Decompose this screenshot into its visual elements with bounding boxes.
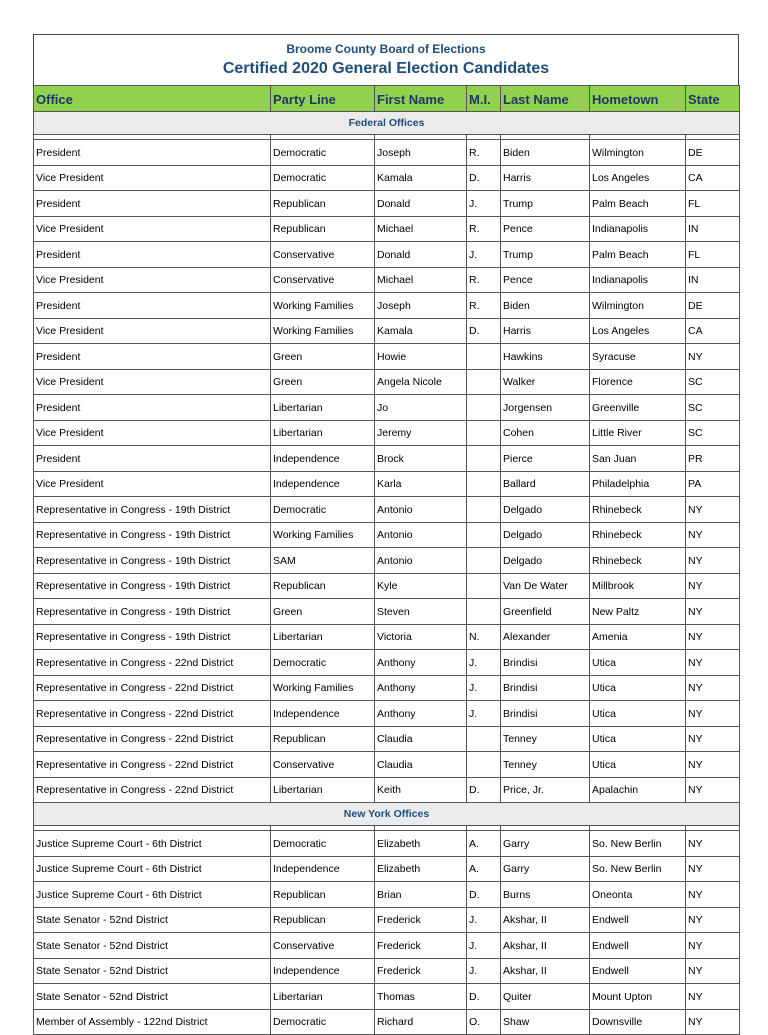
cell-last-name: Hawkins	[501, 344, 590, 370]
table-row	[34, 242, 740, 268]
cell-first-name: Kyle	[375, 573, 467, 599]
cell-office: Representative in Congress - 19th District	[34, 599, 271, 625]
cell-state: NY	[686, 752, 740, 778]
cell-party-line: Conservative	[271, 933, 375, 959]
cell-middle-initial	[467, 752, 501, 778]
cell-office: Vice President	[34, 165, 271, 191]
cell-middle-initial: N.	[467, 624, 501, 650]
cell-hometown: Downsville	[590, 1009, 686, 1035]
cell-office: Representative in Congress - 19th District	[34, 522, 271, 548]
cell-first-name: Antonio	[375, 548, 467, 574]
cell-middle-initial	[467, 573, 501, 599]
cell-first-name: Elizabeth	[375, 831, 467, 857]
cell-hometown: Little River	[590, 420, 686, 446]
cell-state: NY	[686, 548, 740, 574]
cell-party-line: Republican	[271, 216, 375, 242]
cell-office: Representative in Congress - 22nd District	[34, 726, 271, 752]
cell-party-line: Libertarian	[271, 624, 375, 650]
table-row	[34, 752, 740, 778]
column-header-row	[34, 86, 740, 112]
cell-last-name: Tenney	[501, 726, 590, 752]
table-row	[34, 907, 740, 933]
sheet-title: Certified 2020 General Election Candidates	[222, 60, 550, 77]
cell-office: Vice President	[34, 369, 271, 395]
cell-party-line: Democratic	[271, 650, 375, 676]
cell-party-line: Independence	[271, 446, 375, 472]
cell-first-name: Anthony	[375, 675, 467, 701]
cell-state: NY	[686, 856, 740, 882]
cell-first-name: Frederick	[375, 907, 467, 933]
cell-last-name: Brindisi	[501, 701, 590, 727]
cell-office: Representative in Congress - 19th District	[34, 548, 271, 574]
cell-party-line: Republican	[271, 882, 375, 908]
cell-office: State Senator - 52nd District	[34, 984, 271, 1010]
cell-first-name: Howie	[375, 344, 467, 370]
table-row	[34, 984, 740, 1010]
cell-first-name: Michael	[375, 267, 467, 293]
cell-party-line: Republican	[271, 907, 375, 933]
cell-last-name: Trump	[501, 242, 590, 268]
cell-party-line: Conservative	[271, 267, 375, 293]
cell-hometown: Utica	[590, 650, 686, 676]
table-row	[34, 624, 740, 650]
cell-hometown: Apalachin	[590, 777, 686, 803]
cell-middle-initial: D.	[467, 984, 501, 1010]
cell-hometown: Indianapolis	[590, 267, 686, 293]
cell-state: NY	[686, 831, 740, 857]
cell-first-name: Anthony	[375, 650, 467, 676]
table-row	[34, 471, 740, 497]
cell-hometown: Millbrook	[590, 573, 686, 599]
section-header-row	[34, 803, 740, 826]
cell-first-name: Donald	[375, 242, 467, 268]
cell-hometown: Florence	[590, 369, 686, 395]
cell-first-name: Claudia	[375, 752, 467, 778]
cell-first-name: Brian	[375, 882, 467, 908]
cell-middle-initial: D.	[467, 165, 501, 191]
cell-hometown: Utica	[590, 726, 686, 752]
cell-last-name: Harris	[501, 165, 590, 191]
column-header-first-name: First Name	[375, 86, 467, 112]
cell-first-name: Jeremy	[375, 420, 467, 446]
cell-state: NY	[686, 907, 740, 933]
cell-middle-initial: D.	[467, 318, 501, 344]
cell-last-name: Delgado	[501, 497, 590, 523]
cell-state: PR	[686, 446, 740, 472]
cell-last-name: Brindisi	[501, 650, 590, 676]
cell-first-name: Steven	[375, 599, 467, 625]
cell-first-name: Angela Nicole	[375, 369, 467, 395]
cell-last-name: Brindisi	[501, 675, 590, 701]
cell-last-name: Biden	[501, 293, 590, 319]
cell-party-line: Republican	[271, 726, 375, 752]
cell-party-line: Democratic	[271, 165, 375, 191]
cell-hometown: Amenia	[590, 624, 686, 650]
table-row	[34, 165, 740, 191]
cell-last-name: Ballard	[501, 471, 590, 497]
cell-party-line: Independence	[271, 856, 375, 882]
cell-first-name: Keith	[375, 777, 467, 803]
cell-state: DE	[686, 140, 740, 166]
cell-first-name: Anthony	[375, 701, 467, 727]
cell-party-line: Green	[271, 344, 375, 370]
cell-first-name: Kamala	[375, 318, 467, 344]
cell-last-name: Garry	[501, 831, 590, 857]
cell-last-name: Tenney	[501, 752, 590, 778]
cell-first-name: Joseph	[375, 293, 467, 319]
table-row	[34, 573, 740, 599]
table-row	[34, 726, 740, 752]
cell-office: Representative in Congress - 19th District	[34, 624, 271, 650]
table-row	[34, 933, 740, 959]
cell-last-name: Delgado	[501, 548, 590, 574]
cell-middle-initial	[467, 599, 501, 625]
cell-state: IN	[686, 216, 740, 242]
cell-office: Representative in Congress - 22nd District	[34, 701, 271, 727]
cell-office: Representative in Congress - 22nd District	[34, 777, 271, 803]
cell-office: President	[34, 395, 271, 421]
table-row	[34, 344, 740, 370]
cell-last-name: Akshar, II	[501, 933, 590, 959]
section-title: New York Offices	[34, 803, 740, 826]
cell-middle-initial	[467, 726, 501, 752]
table-row	[34, 958, 740, 984]
cell-last-name: Akshar, II	[501, 958, 590, 984]
cell-first-name: Antonio	[375, 497, 467, 523]
cell-state: NY	[686, 777, 740, 803]
cell-hometown: Los Angeles	[590, 165, 686, 191]
cell-middle-initial: J.	[467, 675, 501, 701]
cell-last-name: Biden	[501, 140, 590, 166]
cell-state: NY	[686, 1009, 740, 1035]
cell-middle-initial	[467, 395, 501, 421]
cell-party-line: Conservative	[271, 242, 375, 268]
cell-party-line: Libertarian	[271, 777, 375, 803]
cell-middle-initial	[467, 420, 501, 446]
cell-hometown: Endwell	[590, 958, 686, 984]
cell-first-name: Frederick	[375, 933, 467, 959]
table-row	[34, 420, 740, 446]
cell-last-name: Pence	[501, 267, 590, 293]
cell-hometown: Utica	[590, 701, 686, 727]
cell-middle-initial	[467, 369, 501, 395]
cell-last-name: Quiter	[501, 984, 590, 1010]
cell-party-line: Libertarian	[271, 395, 375, 421]
cell-state: NY	[686, 675, 740, 701]
cell-last-name: Harris	[501, 318, 590, 344]
cell-office: President	[34, 140, 271, 166]
cell-last-name: Delgado	[501, 522, 590, 548]
cell-hometown: Endwell	[590, 907, 686, 933]
cell-hometown: Mount Upton	[590, 984, 686, 1010]
cell-state: NY	[686, 726, 740, 752]
cell-office: President	[34, 293, 271, 319]
cell-office: State Senator - 52nd District	[34, 933, 271, 959]
cell-office: Member of Assembly - 122nd District	[34, 1009, 271, 1035]
cell-party-line: Green	[271, 599, 375, 625]
cell-state: SC	[686, 369, 740, 395]
cell-office: President	[34, 191, 271, 217]
column-header-hometown: Hometown	[590, 86, 686, 112]
cell-state: FL	[686, 191, 740, 217]
column-header-office: Office	[34, 86, 271, 112]
column-header-party-line: Party Line	[271, 86, 375, 112]
cell-last-name: Alexander	[501, 624, 590, 650]
cell-office: Representative in Congress - 22nd District	[34, 675, 271, 701]
cell-hometown: Rhinebeck	[590, 522, 686, 548]
column-header-last-name: Last Name	[501, 86, 590, 112]
cell-state: IN	[686, 267, 740, 293]
candidates-table	[33, 85, 740, 1035]
cell-state: PA	[686, 471, 740, 497]
section-title: Federal Offices	[34, 112, 740, 135]
table-row	[34, 701, 740, 727]
cell-middle-initial: O.	[467, 1009, 501, 1035]
cell-state: NY	[686, 344, 740, 370]
cell-first-name: Karla	[375, 471, 467, 497]
cell-party-line: SAM	[271, 548, 375, 574]
cell-hometown: Rhinebeck	[590, 548, 686, 574]
cell-state: NY	[686, 573, 740, 599]
table-row	[34, 395, 740, 421]
cell-office: State Senator - 52nd District	[34, 958, 271, 984]
cell-hometown: Utica	[590, 675, 686, 701]
cell-party-line: Independence	[271, 958, 375, 984]
table-row	[34, 522, 740, 548]
cell-party-line: Republican	[271, 573, 375, 599]
cell-state: NY	[686, 624, 740, 650]
cell-hometown: Wilmington	[590, 140, 686, 166]
table-row	[34, 882, 740, 908]
cell-first-name: Victoria	[375, 624, 467, 650]
cell-first-name: Kamala	[375, 165, 467, 191]
cell-middle-initial: J.	[467, 933, 501, 959]
cell-state: CA	[686, 165, 740, 191]
cell-first-name: Frederick	[375, 958, 467, 984]
section-header-row	[34, 112, 740, 135]
cell-party-line: Green	[271, 369, 375, 395]
cell-last-name: Greenfield	[501, 599, 590, 625]
cell-state: CA	[686, 318, 740, 344]
cell-state: NY	[686, 650, 740, 676]
cell-party-line: Democratic	[271, 140, 375, 166]
cell-state: NY	[686, 984, 740, 1010]
cell-party-line: Republican	[271, 191, 375, 217]
cell-state: NY	[686, 958, 740, 984]
cell-middle-initial: R.	[467, 267, 501, 293]
cell-last-name: Akshar, II	[501, 907, 590, 933]
cell-hometown: Wilmington	[590, 293, 686, 319]
cell-hometown: Oneonta	[590, 882, 686, 908]
cell-hometown: Palm Beach	[590, 242, 686, 268]
cell-state: NY	[686, 701, 740, 727]
table-row	[34, 777, 740, 803]
table-row	[34, 650, 740, 676]
cell-hometown: Syracuse	[590, 344, 686, 370]
cell-party-line: Democratic	[271, 1009, 375, 1035]
cell-state: DE	[686, 293, 740, 319]
cell-office: Vice President	[34, 216, 271, 242]
cell-office: State Senator - 52nd District	[34, 907, 271, 933]
cell-party-line: Libertarian	[271, 420, 375, 446]
cell-hometown: So. New Berlin	[590, 856, 686, 882]
cell-middle-initial: D.	[467, 777, 501, 803]
cell-middle-initial: J.	[467, 958, 501, 984]
cell-state: SC	[686, 395, 740, 421]
cell-first-name: Jo	[375, 395, 467, 421]
cell-middle-initial	[467, 548, 501, 574]
cell-party-line: Working Families	[271, 675, 375, 701]
table-row	[34, 675, 740, 701]
cell-party-line: Independence	[271, 701, 375, 727]
table-row	[34, 599, 740, 625]
cell-last-name: Van De Water	[501, 573, 590, 599]
cell-office: President	[34, 446, 271, 472]
cell-office: Vice President	[34, 420, 271, 446]
cell-office: Justice Supreme Court - 6th District	[34, 882, 271, 908]
cell-middle-initial	[467, 344, 501, 370]
cell-middle-initial: D.	[467, 882, 501, 908]
cell-last-name: Garry	[501, 856, 590, 882]
cell-office: Representative in Congress - 19th District	[34, 497, 271, 523]
cell-office: Vice President	[34, 267, 271, 293]
cell-party-line: Working Families	[271, 522, 375, 548]
cell-last-name: Price, Jr.	[501, 777, 590, 803]
cell-office: Representative in Congress - 22nd District	[34, 650, 271, 676]
cell-party-line: Democratic	[271, 831, 375, 857]
cell-hometown: Rhinebeck	[590, 497, 686, 523]
cell-office: Justice Supreme Court - 6th District	[34, 856, 271, 882]
cell-last-name: Jorgensen	[501, 395, 590, 421]
table-row	[34, 216, 740, 242]
cell-party-line: Working Families	[271, 293, 375, 319]
cell-first-name: Thomas	[375, 984, 467, 1010]
cell-last-name: Cohen	[501, 420, 590, 446]
cell-party-line: Working Families	[271, 318, 375, 344]
table-row	[34, 856, 740, 882]
cell-middle-initial: J.	[467, 191, 501, 217]
cell-hometown: New Paltz	[590, 599, 686, 625]
cell-hometown: Endwell	[590, 933, 686, 959]
table-row	[34, 497, 740, 523]
cell-last-name: Walker	[501, 369, 590, 395]
cell-state: SC	[686, 420, 740, 446]
table-row	[34, 140, 740, 166]
cell-first-name: Michael	[375, 216, 467, 242]
column-header-state: State	[686, 86, 740, 112]
cell-last-name: Trump	[501, 191, 590, 217]
cell-first-name: Richard	[375, 1009, 467, 1035]
column-header-middle-initial: M.I.	[467, 86, 501, 112]
cell-middle-initial	[467, 522, 501, 548]
cell-first-name: Joseph	[375, 140, 467, 166]
table-row	[34, 369, 740, 395]
board-name: Broome County Board of Elections	[286, 42, 486, 56]
cell-hometown: So. New Berlin	[590, 831, 686, 857]
candidates-sheet	[33, 34, 739, 1035]
cell-hometown: Utica	[590, 752, 686, 778]
cell-party-line: Independence	[271, 471, 375, 497]
cell-state: NY	[686, 882, 740, 908]
cell-office: Vice President	[34, 318, 271, 344]
cell-middle-initial: J.	[467, 701, 501, 727]
cell-last-name: Burns	[501, 882, 590, 908]
table-row	[34, 1009, 740, 1035]
cell-hometown: Los Angeles	[590, 318, 686, 344]
cell-last-name: Pence	[501, 216, 590, 242]
cell-state: NY	[686, 933, 740, 959]
cell-party-line: Conservative	[271, 752, 375, 778]
cell-hometown: Philadelphia	[590, 471, 686, 497]
table-row	[34, 831, 740, 857]
table-row	[34, 267, 740, 293]
cell-first-name: Claudia	[375, 726, 467, 752]
cell-middle-initial: R.	[467, 293, 501, 319]
cell-middle-initial	[467, 471, 501, 497]
cell-hometown: Indianapolis	[590, 216, 686, 242]
cell-office: Vice President	[34, 471, 271, 497]
cell-office: Justice Supreme Court - 6th District	[34, 831, 271, 857]
cell-last-name: Shaw	[501, 1009, 590, 1035]
table-row	[34, 293, 740, 319]
cell-office: President	[34, 242, 271, 268]
sheet-header	[33, 34, 739, 85]
cell-middle-initial: A.	[467, 831, 501, 857]
cell-state: NY	[686, 599, 740, 625]
cell-state: NY	[686, 497, 740, 523]
cell-middle-initial	[467, 446, 501, 472]
cell-hometown: San Juan	[590, 446, 686, 472]
cell-party-line: Libertarian	[271, 984, 375, 1010]
cell-first-name: Elizabeth	[375, 856, 467, 882]
cell-middle-initial: R.	[467, 140, 501, 166]
cell-first-name: Donald	[375, 191, 467, 217]
cell-office: Representative in Congress - 22nd District	[34, 752, 271, 778]
table-row	[34, 191, 740, 217]
cell-hometown: Greenville	[590, 395, 686, 421]
cell-middle-initial: J.	[467, 650, 501, 676]
cell-office: Representative in Congress - 19th District	[34, 573, 271, 599]
cell-state: FL	[686, 242, 740, 268]
cell-party-line: Democratic	[271, 497, 375, 523]
cell-first-name: Antonio	[375, 522, 467, 548]
cell-first-name: Brock	[375, 446, 467, 472]
table-row	[34, 318, 740, 344]
cell-middle-initial: J.	[467, 907, 501, 933]
cell-middle-initial: R.	[467, 216, 501, 242]
cell-office: President	[34, 344, 271, 370]
cell-middle-initial	[467, 497, 501, 523]
table-row	[34, 548, 740, 574]
cell-last-name: Pierce	[501, 446, 590, 472]
table-row	[34, 446, 740, 472]
cell-hometown: Palm Beach	[590, 191, 686, 217]
cell-state: NY	[686, 522, 740, 548]
cell-middle-initial: A.	[467, 856, 501, 882]
cell-middle-initial: J.	[467, 242, 501, 268]
